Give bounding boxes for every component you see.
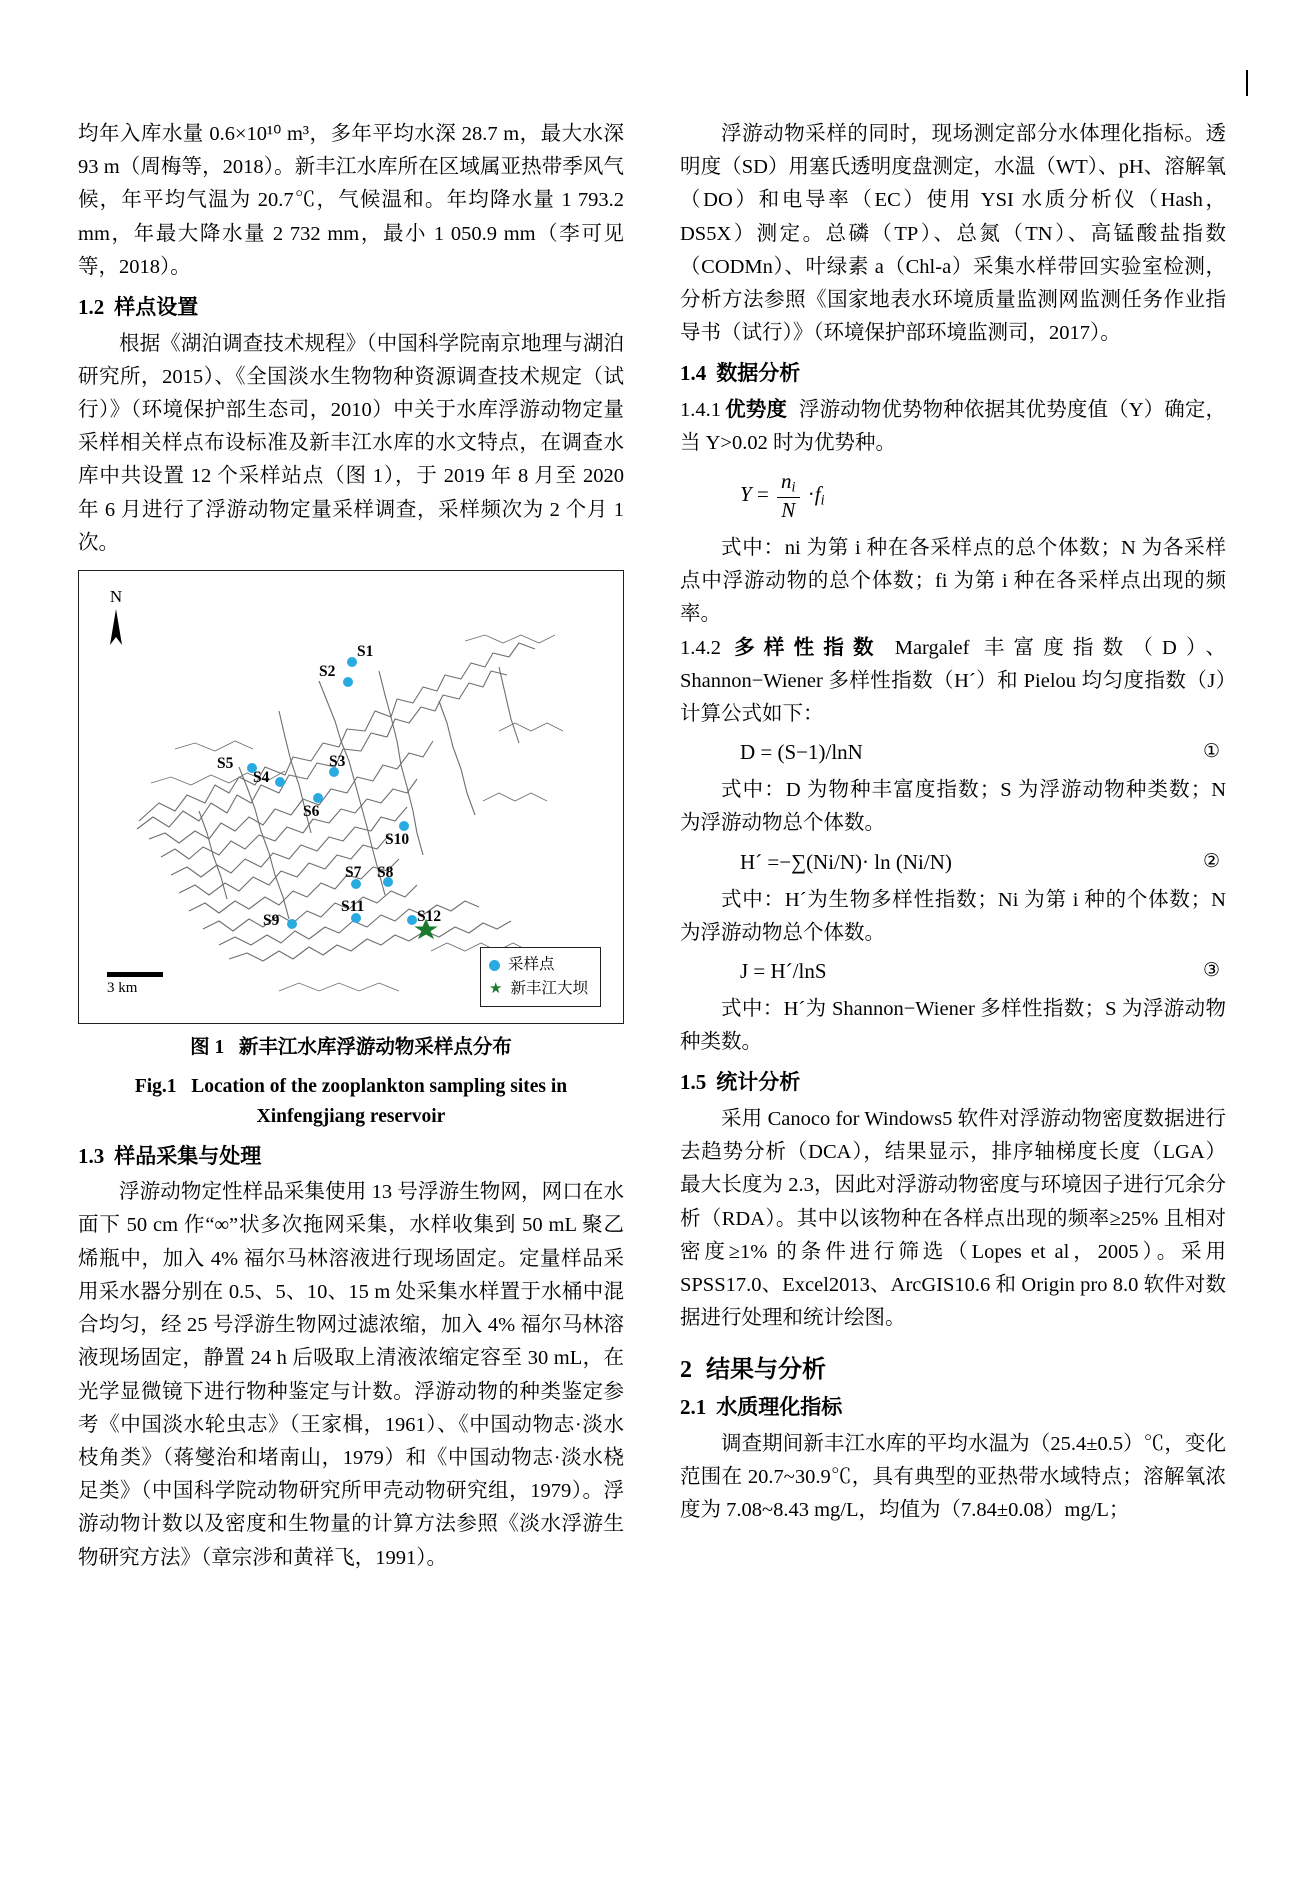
- north-arrow-icon: [105, 607, 127, 647]
- paragraph-1-4-2: Margalef 丰富度指数（D）、Shannon−Wiener 多样性指数（H´）和 Pielou 均匀度指数（J）计算公式如下：: [680, 636, 1227, 725]
- site-label-s2: S2: [319, 663, 336, 681]
- legend-label-sampling-point: 采样点: [508, 956, 555, 973]
- figure-1-caption-en-number: Fig.1: [134, 1076, 177, 1098]
- site-dot-s1: [347, 657, 357, 667]
- heading-2: [680, 1349, 1226, 1384]
- heading-1-3: [78, 1140, 624, 1174]
- paragraph-1-4-1: 浮游动物优势物种依据其优势度值（Y）确定，当 Y>0.02 时为优势种。: [680, 399, 1226, 455]
- heading-1-5-number: 1.5: [680, 1070, 707, 1095]
- paragraph-1-2: 根据《湖泊调查技术规程》（中国科学院南京地理与湖泊研究所，2015）、《全国淡水生物物种资源调查技术规定（试行）》（环境保护部生态司，2010）中关于水库浮游动物定量采样相关样点布设标准及新丰江水库的水文特点，在调查水库中共设置 12 个采样站点（图 1），于 2019 年 8 月至 2020 年 6 月进行了浮游动物定量采样调查，采样频次为 2 个月 1 次。: [78, 332, 624, 554]
- site-label-s6: S6: [303, 803, 320, 821]
- figure-1-caption-cn: [78, 1033, 624, 1063]
- site-label-s11: S11: [341, 898, 365, 916]
- site-label-s9: S9: [263, 912, 280, 930]
- scale-bar-label: 3 km: [107, 980, 138, 997]
- north-arrow: [105, 587, 127, 652]
- note-dominance: 式中：ni 为第 i 种在各采样点的总个体数；N 为各采样点中浮游动物的总个体数；fi 为第 i 种在各采样点出现的频率。: [680, 536, 1226, 626]
- legend-row-dam: [489, 977, 588, 1001]
- note-formula-1: 式中：D 为物种丰富度指数；S 为浮游动物种类数；N 为浮游动物总个体数。: [680, 779, 1226, 835]
- north-label: N: [109, 587, 123, 607]
- figure-1-caption-en: [78, 1072, 624, 1132]
- formula-1-number: ①: [1202, 741, 1220, 763]
- heading-1-4-2: [680, 632, 1226, 732]
- sampling-point-icon: [489, 960, 500, 971]
- figure-1-image: [78, 570, 624, 1024]
- paragraph-1-5: 采用 Canoco for Windows5 软件对浮游动物密度数据进行去趋势分析（DCA），结果显示，排序轴梯度长度（LGA）最大长度为 2.3，因此对浮游动物密度与环境因子进行冗余分析（RDA）。其中以该物种在各样点出现的频率≥25% 且相对密度≥1% 的条件进行筛选（Lopes et al，2005）。采用 SPSS17.0、Excel2013、ArcGIS10.6 和 Origin pro 8.0 软件对数据进行处理和统计绘图。: [680, 1108, 1226, 1330]
- site-dot-s10: [399, 821, 409, 831]
- heading-1-4-1-number: 1.4.1: [680, 399, 721, 422]
- legend-label-dam: 新丰江大坝: [510, 980, 588, 998]
- heading-1-2: [78, 291, 624, 325]
- heading-1-5: [680, 1066, 1226, 1100]
- site-label-s4: S4: [253, 769, 270, 787]
- heading-1-4-2-name: 多样性指数: [725, 636, 883, 659]
- two-column-body: [78, 118, 1226, 1575]
- heading-2-1: [680, 1391, 1226, 1425]
- map-legend: [480, 947, 601, 1007]
- heading-1-4-number: 1.4: [680, 361, 707, 386]
- formula-2-expression: H´ =−∑(Ni/N)· ln (Ni/N): [740, 849, 952, 874]
- site-dot-s9: [287, 919, 297, 929]
- site-label-s12: S12: [417, 908, 442, 926]
- dam-star-icon: ★: [489, 980, 503, 997]
- heading-1-4: [680, 357, 1226, 391]
- fraction-ni-over-N: $\frac{n_i}{N}$: [777, 469, 799, 523]
- figure-1-caption-en-line1: Location of the zooplankton sampling sites in: [191, 1076, 568, 1098]
- heading-1-2-number: 1.2: [78, 295, 105, 320]
- legend-row-sampling-point: [489, 953, 588, 977]
- figure-1-caption-en-line2: Xinfengjiang reservoir: [256, 1106, 446, 1128]
- map-scale-bar: [107, 972, 163, 997]
- figure-1-caption-cn-number: 图 1: [190, 1037, 225, 1059]
- paragraph-methods-water: 浮游动物采样的同时，现场测定部分水体理化指标。透明度（SD）用塞氏透明度盘测定，水温（WT）、pH、溶解氧（DO）和电导率（EC）使用 YSI 水质分析仪（Hash，DS5X）测定。总磷（TP）、总氮（TN）、高锰酸盐指数（CODMn）、叶绿素 a（Chl-a）采集水样带回实验室检测，分析方法参照《国家地表水环境质量监测网监测任务作业指导书（试行）》（环境保护部环境监测司，2017）。: [680, 123, 1226, 345]
- site-label-s8: S8: [377, 864, 394, 882]
- heading-1-4-1: [680, 394, 1226, 460]
- heading-1-3-text: 样品采集与处理: [114, 1143, 262, 1168]
- site-dot-s6: [313, 793, 323, 803]
- heading-1-4-2-number: 1.4.2: [680, 636, 721, 659]
- heading-1-3-number: 1.3: [78, 1143, 105, 1168]
- heading-2-1-number: 2.1: [680, 1395, 707, 1420]
- formula-3-pielou: [680, 959, 1226, 984]
- page-edge-mark: [1246, 70, 1248, 96]
- formula-3-number: ③: [1202, 960, 1220, 982]
- heading-1-4-1-name: 优势度: [725, 399, 787, 422]
- site-label-s1: S1: [357, 643, 374, 661]
- note-formula-3: 式中：H´为 Shannon−Wiener 多样性指数；S 为浮游动物种类数。: [680, 998, 1226, 1054]
- scale-bar-line: [107, 972, 163, 977]
- formula-dominance: Y = $\frac{n_i}{N}$ $\cdot f_i$: [740, 469, 825, 522]
- paragraph-1-3: 浮游动物定性样品采集使用 13 号浮游生物网，网口在水面下 50 cm 作“∞”状多次拖网采集，水样收集到 50 mL 聚乙烯瓶中，加入 4% 福尔马林溶液进行现场固定。定量样品采用采水器分别在 0.5、5、10、15 m 处采集水样置于水桶中混合均匀，经 25 号浮游生物网过滤浓缩，加入 4% 福尔马林溶液现场固定，静置 24 h 后吸取上清液浓缩定容至 30 mL，在光学显微镜下进行物种鉴定与计数。浮游动物的种类鉴定参考《中国淡水轮虫志》（王家楫，1961）、《中国动物志·淡水枝角类》（蒋燮治和堵南山，1979）和《中国动物志·淡水桡足类》（中国科学院动物研究所甲壳动物研究组，1979）。浮游动物计数以及密度和生物量的计算方法参照《淡水浮游生物研究方法》（章宗涉和黄祥飞，1991）。: [78, 1181, 624, 1569]
- site-dot-s2: [343, 677, 353, 687]
- right-column: [680, 118, 1226, 1575]
- formula-1-margalef: [680, 740, 1226, 765]
- formula-2-shannon: [680, 850, 1226, 875]
- heading-2-number: 2: [680, 1357, 692, 1384]
- heading-2-1-text: 水质理化指标: [716, 1395, 843, 1420]
- paragraph-intro: 均年入库水量 0.6×10¹⁰ m³，多年平均水深 28.7 m，最大水深 93 m（周梅等，2018）。新丰江水库所在区域属亚热带季风气候，年平均气温为 20.7℃，气候温和。年均降水量 1 793.2 mm，年最大降水量 2 732 mm，最小 1 050.9 mm（李可见等，2018）。: [78, 123, 624, 278]
- formula-1-expression: D = (S−1)/lnN: [740, 740, 863, 765]
- site-dot-s12: [407, 915, 417, 925]
- figure-1-caption-cn-text: 新丰江水库浮游动物采样点分布: [238, 1037, 512, 1059]
- formula-3-expression: J = H´/lnS: [740, 959, 827, 984]
- paragraph-2-1: 调查期间新丰江水库的平均水温为（25.4±0.5）℃，变化范围在 20.7~30.9℃，具有典型的亚热带水域特点；溶解氧浓度为 7.08~8.43 mg/L，均值为（7.84±0.08）mg/L；: [680, 1433, 1226, 1522]
- site-label-s10: S10: [385, 831, 410, 849]
- site-label-s3: S3: [329, 753, 346, 771]
- heading-1-2-text: 样点设置: [114, 295, 199, 320]
- heading-1-5-text: 统计分析: [716, 1070, 801, 1095]
- site-label-s5: S5: [217, 755, 234, 773]
- formula-2-number: ②: [1202, 850, 1220, 872]
- site-dot-s4: [275, 777, 285, 787]
- left-column: [78, 118, 624, 1575]
- site-label-s7: S7: [345, 864, 362, 882]
- figure-1: [78, 570, 624, 1133]
- note-formula-2: 式中：H´为生物多样性指数；Ni 为第 i 种的个体数；N 为浮游动物总个体数。: [680, 888, 1226, 944]
- heading-1-4-text: 数据分析: [716, 361, 801, 386]
- heading-2-text: 结果与分析: [706, 1357, 826, 1384]
